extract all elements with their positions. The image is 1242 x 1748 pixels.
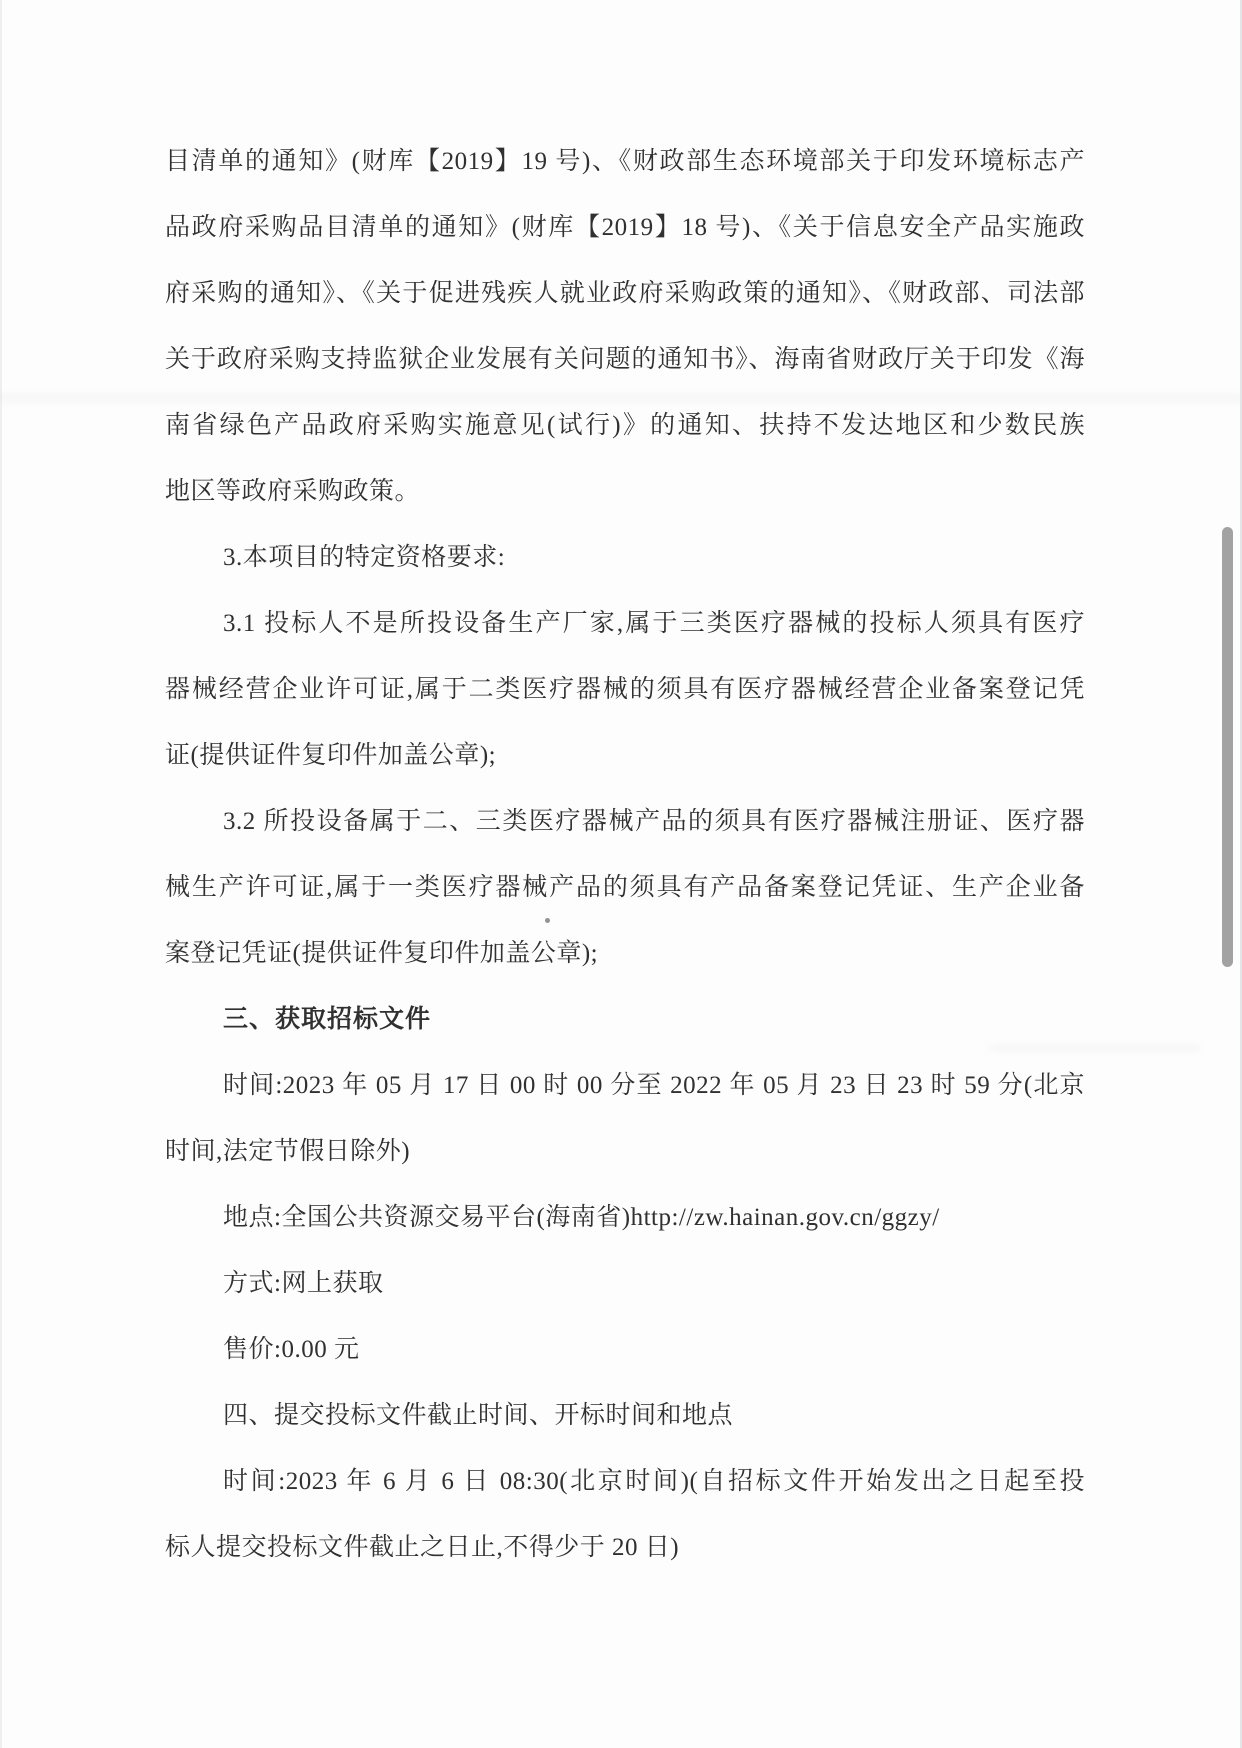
page-left-edge <box>0 0 2 1748</box>
text-line: 地区等政府采购政策。 <box>165 478 421 505</box>
text-line: 案登记凭证(提供证件复印件加盖公章); <box>165 940 599 967</box>
text-line: 3.2 所投设备属于二、三类医疗器械产品的须具有医疗器械注册证、医疗器 <box>223 808 1085 835</box>
text-line: 器械经营企业许可证,属于二类医疗器械的须具有医疗器械经营企业备案登记凭 <box>165 676 1085 703</box>
text-line: 械生产许可证,属于一类医疗器械产品的须具有产品备案登记凭证、生产企业备 <box>165 874 1085 901</box>
document-text-block <box>165 129 1085 1581</box>
text-line: 品政府采购品目清单的通知》(财库【2019】18 号)、《关于信息安全产品实施政 <box>165 214 1085 241</box>
text-line: 目清单的通知》(财库【2019】19 号)、《财政部生态环境部关于印发环境标志产 <box>165 148 1085 175</box>
text-line: 四、提交投标文件截止时间、开标时间和地点 <box>223 1402 734 1429</box>
text-line: 方式:网上获取 <box>223 1270 384 1297</box>
text-line: 南省绿色产品政府采购实施意见(试行)》的通知、扶持不发达地区和少数民族 <box>165 412 1085 439</box>
text-line: 标人提交投标文件截止之日止,不得少于 20 日) <box>165 1534 680 1561</box>
scrollbar-thumb[interactable] <box>1222 527 1233 967</box>
text-line: 地点:全国公共资源交易平台(海南省)http://zw.hainan.gov.cn/ggzy/ <box>223 1204 940 1231</box>
text-line: 证(提供证件复印件加盖公章); <box>165 742 497 769</box>
text-line: 3.本项目的特定资格要求: <box>223 544 506 571</box>
text-line: 府采购的通知》、《关于促进残疾人就业政府采购政策的通知》、《财政部、司法部 <box>165 280 1085 307</box>
text-line: 时间,法定节假日除外) <box>165 1138 411 1165</box>
text-line: 关于政府采购支持监狱企业发展有关问题的通知书》、海南省财政厅关于印发《海 <box>165 346 1085 373</box>
text-line: 三、获取招标文件 <box>223 1006 432 1033</box>
text-line: 时间:2023 年 05 月 17 日 00 时 00 分至 2022 年 05 月 23 日 23 时 59 分(北京 <box>223 1072 1085 1099</box>
text-line: 售价:0.00 元 <box>223 1336 360 1363</box>
text-line: 时间:2023 年 6 月 6 日 08:30(北京时间)(自招标文件开始发出之日起至投 <box>223 1468 1085 1495</box>
text-line: 3.1 投标人不是所投设备生产厂家,属于三类医疗器械的投标人须具有医疗 <box>223 610 1085 637</box>
